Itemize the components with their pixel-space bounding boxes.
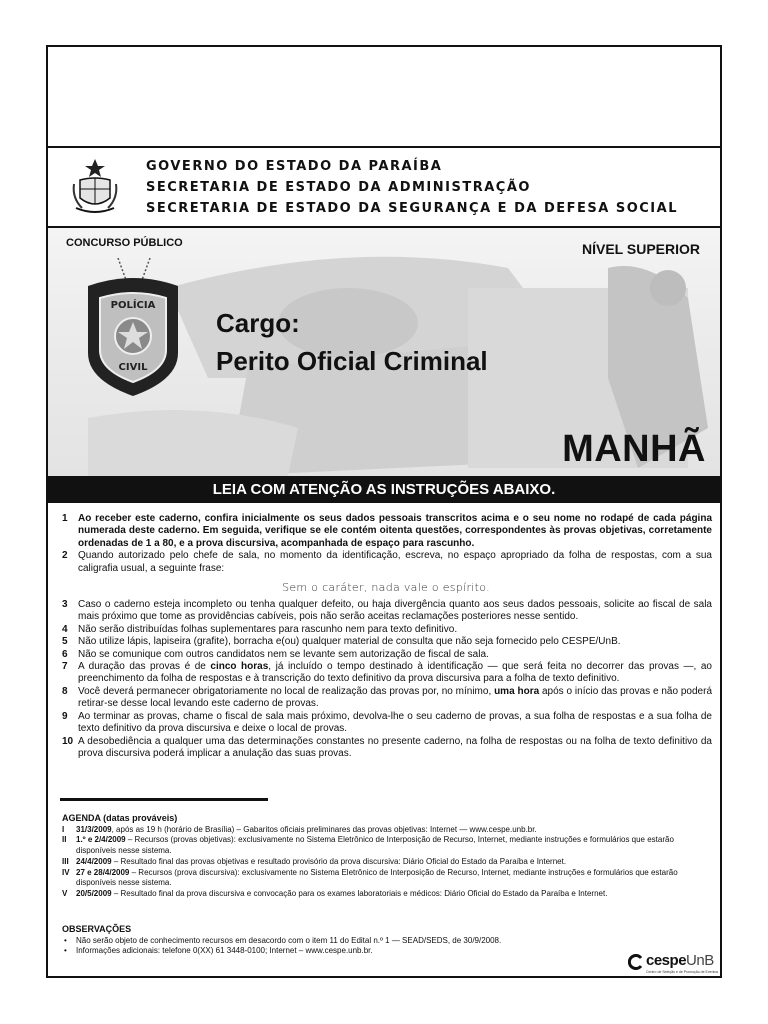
instructions-list [60,513,712,760]
instruction-text: após o início das provas e não poderá retirar-se desse local levando este caderno de provas. [78,685,713,710]
agenda-item [62,868,714,889]
agenda-roman: III [62,856,69,866]
instruction-text: A duração das provas é de [78,661,211,673]
candidate-info-box [48,47,720,148]
agenda-roman: IV [62,867,70,877]
nivel-label: NÍVEL SUPERIOR [582,241,700,257]
logo-subtitle: Centro de Seleção e de Promoção de Eventos [646,970,719,974]
instruction-number: 7 [62,661,68,673]
observacoes-section [62,924,622,957]
agenda-item [62,857,714,868]
instruction-text: Quando autorizado pelo chefe de sala, no momento da identificação, escreva, no espaço apropriado da folha de respostas, com a sua caligrafia usual, a seguinte frase: [78,550,712,574]
agenda-text: – Resultado final da prova discursiva e convocação para os exames laboratoriais e médicos: Diário Oficial do Estado da Paraíba e Internet. [111,888,608,898]
agenda-text: – Recursos (prova discursiva): exclusivamente no Sistema Eletrônico de Interposição de Recurso, Internet, mediante instruções e formulários que estarão disponíveis nesse sistema. [76,867,678,888]
coat-of-arms-icon [70,158,120,216]
instruction-number: 1 [62,513,68,524]
agenda-roman: II [62,835,67,845]
agenda-text: – Recursos (provas objetivas): exclusivamente no Sistema Eletrônico de Interposição de Recurso, Internet, mediante instruções e formulários que estarão disponíveis nesse sistema. [76,835,674,856]
instruction-text: Não utilize lápis, lapiseira (grafite), borracha e(ou) qualquer material de consulta que não seja fornecido pelo CESPE/UnB. [78,636,621,648]
header-line-seguranca: SECRETARIA DE ESTADO DA SEGURANÇA E DA DEFESA SOCIAL [146,201,678,216]
logo-name: cespe [646,952,687,969]
agenda-text: , após as 19 h (horário de Brasília) – Gabaritos oficiais preliminares das provas objetivas: Internet — www.cespe.unb.br. [111,824,537,834]
agenda-text: – Resultado final das provas objetivas e resultado provisório da prova discursiva: Diário Oficial do Estado da Paraíba e Internet. [111,856,567,866]
instruction-item [60,711,712,736]
police-badge-icon [78,258,188,398]
instruction-text: Não se comunique com outros candidatos nem se levante sem autorização de fiscal de sala. [78,648,489,660]
instruction-item [60,599,712,624]
instruction-item [60,636,712,648]
instruction-text: Ao terminar as provas, chame o fiscal de sala mais próximo, devolva-lhe o seu caderno de provas, a sua folha de respostas e a sua folha de texto definitivo da prova discursiva e deixe o local de provas. [78,710,712,735]
instruction-emphasis: cinco horas [210,661,269,673]
instruction-text: , já incluído o tempo destinado à identificação — que será feita no decorrer das provas —, ao preenchimento da folha de respostas e à transcrição do texto definitivo da prova discursiva para a folha de texto definitivo. [78,661,712,685]
badge-top-text: POLÍCIA [110,300,156,311]
bullet-icon: • [64,935,67,945]
instruction-number: 10 [62,735,74,747]
observacao-text: Informações adicionais: telefone 0(XX) 61 3448-0100; Internet – www.cespe.unb.br. [76,946,373,956]
agenda-roman: I [62,824,65,834]
instruction-emphasis: uma hora [494,685,540,697]
instruction-text: Não serão distribuídas folhas suplementares para rascunho nem para texto definitivo. [78,623,458,635]
exam-cover-sheet [46,45,722,978]
cespe-mark-icon [628,954,644,970]
cargo-name: Perito Oficial Criminal [216,346,488,376]
instructions-banner: LEIA COM ATENÇÃO AS INSTRUÇÕES ABAIXO. [48,476,720,503]
observacao-item [62,936,622,947]
agenda-section [62,813,714,900]
agenda-date: 27 e 28/4/2009 [76,867,130,877]
header-line-governo: GOVERNO DO ESTADO DA PARAÍBA [146,159,443,174]
instruction-text: Você deverá permanecer obrigatoriamente no local de realização das provas por, no mínimo, [78,685,495,697]
agenda-date: 31/3/2009 [76,824,112,834]
agenda-date: 20/5/2009 [76,888,112,898]
logo-suffix: UnB [686,952,714,969]
instruction-text: Ao receber este caderno, confira inicialmente os seus dados pessoais transcritos acima e o seu nome no rodapé de cada página numerada deste caderno. Em seguida, verifique se ele contém oitenta questões, correspondentes às provas objetivas, corretamente ordenadas de 1 a 80, e a prova discursiva, acompanhada de espaço para rascunho. [78,513,712,549]
badge-bottom-text: CIVIL [118,362,148,373]
instruction-item [60,624,712,636]
instruction-number: 9 [62,710,68,722]
instruction-number: 2 [62,550,68,562]
instruction-number: 4 [62,623,68,635]
observacao-text: Não serão objeto de conhecimento recursos em desacordo com o item 11 do Edital n.º 1 — SEAD/SEDS, de 30/9/2008. [76,935,502,945]
instruction-item [60,686,712,711]
bullet-icon: • [64,946,67,956]
instruction-text: A desobediência a qualquer uma das determinações constantes no presente caderno, na folha de respostas ou na folha de texto definitivo da prova discursiva poderá implicar a anulação das suas provas. [78,735,712,759]
cespe-logo [628,952,718,978]
hero-section [48,228,720,476]
logo-wordmark [646,952,714,969]
instruction-item [60,550,712,575]
instruction-item [60,513,712,550]
instruction-number: 8 [62,685,68,697]
handwriting-phrase: Sem o caráter, nada vale o espírito. [282,581,490,595]
observacoes-title: OBSERVAÇÕES [62,924,132,934]
instruction-number: 5 [62,636,68,648]
concurso-label: CONCURSO PÚBLICO [66,237,183,249]
turno-label: MANHÃ [562,428,706,470]
agenda-roman: V [62,888,68,898]
agenda-date: 24/4/2009 [76,856,112,866]
agenda-item [62,835,714,856]
instruction-item [60,649,712,661]
instruction-number: 6 [62,648,68,660]
instruction-text: Caso o caderno esteja incompleto ou tenha qualquer defeito, ou haja divergência quanto aos seus dados pessoais, solicite ao fiscal de sala mais próximo que tome as providências cabíveis, pois não serão aceitas reclamações posteriores nesse sentido. [78,599,712,623]
agenda-item [62,889,714,900]
government-header [48,146,720,228]
agenda-title: AGENDA (datas prováveis) [62,813,178,823]
observacao-item [62,946,622,957]
cargo-label: Cargo: [216,308,300,338]
header-line-administracao: SECRETARIA DE ESTADO DA ADMINISTRAÇÃO [146,180,531,195]
agenda-item [62,825,714,836]
instruction-item [60,736,712,761]
instruction-number: 3 [62,599,68,611]
instruction-item [60,661,712,686]
section-divider [60,798,268,801]
agenda-date: 1.º e 2/4/2009 [76,835,126,845]
